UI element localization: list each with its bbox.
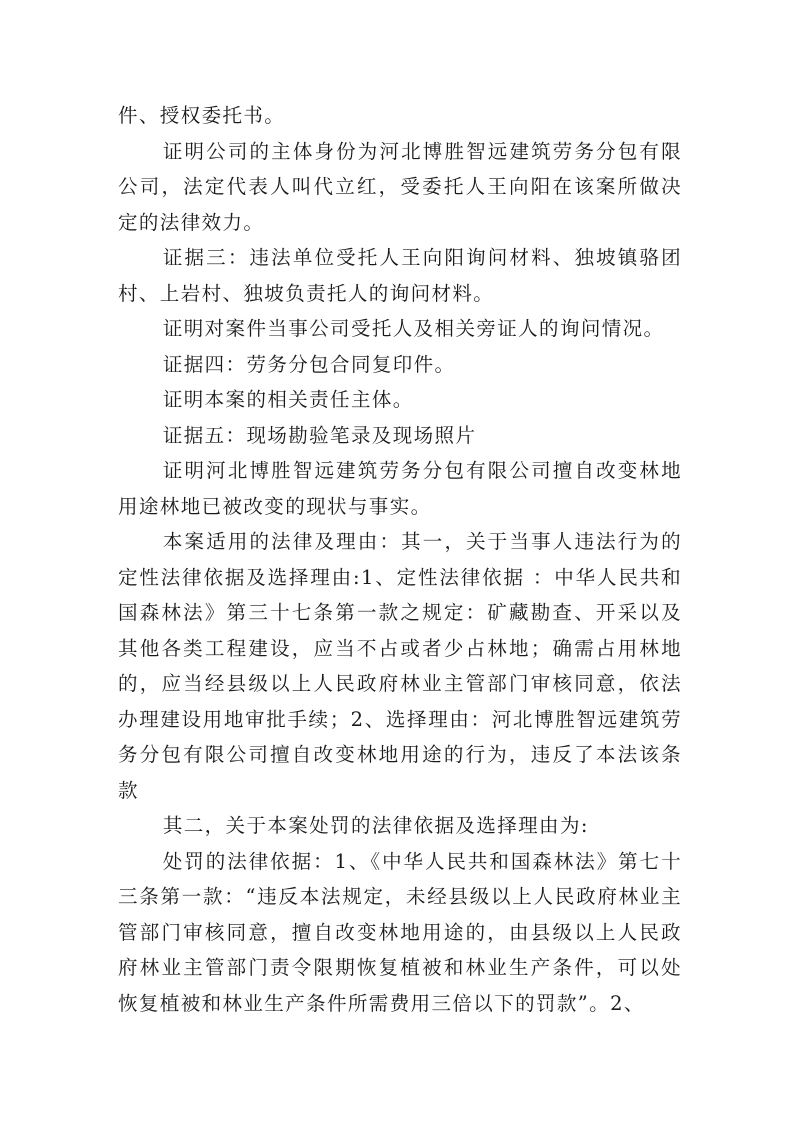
paragraph-3: 证据三：违法单位受托人王向阳询问材料、独坡镇骆团村、上岩村、独坡负责托人的询问材料。 [118, 246, 682, 305]
paragraph-10: 其二，关于本案处罚的法律依据及选择理由为: [162, 814, 589, 837]
paragraph-4: 证明对案件当事公司受托人及相关旁证人的询问情况。 [162, 317, 665, 340]
paragraph-5: 证据四：劳务分包合同复印件。 [162, 352, 456, 376]
paragraph-2: 证明公司的主体身份为河北博胜智远建筑劳务分包有限公司，法定代表人叫代立红，受委托人王向阳在该案所做决定的法律效力。 [118, 139, 682, 234]
paragraph-11: 处罚的法律依据：1、《中华人民共和国森林法》第七十三条第一款：“违反本法规定，未经县级以上人民政府林业主管部门审核同意，擅自改变林地用途的，由县级以上人民政府林业主管部门责令限期恢复植被和林业生产条件，可以处恢复植被和林业生产条件所需费用三倍以下的罚款”。2、 [118, 849, 682, 1015]
paragraph-9: 本案适用的法律及理由：其一，关于当事人违法行为的定性法律依据及选择理由:1、定性法律依据 ：中华人民共和国森林法》第三十七条第一款之规定：矿藏勘查、开采以及其他各类工程建设，应当不占或者少占林地；确需占用林地的，应当经县级以上人民政府林业主管部门审核同意，依法办理建设用地审批手续；2、选择理由：河北博胜智远建筑劳务分包有限公司擅自改变林地用途的行为，违反了本法该条款 [118, 530, 682, 802]
paragraph-7: 证据五：现场勘验笔录及现场照片 [162, 423, 477, 447]
paragraph-8: 证明河北博胜智远建筑劳务分包有限公司擅自改变林地用途林地已被改变的现状与事实。 [118, 459, 682, 518]
paragraph-6: 证明本案的相关责任主体。 [162, 388, 414, 411]
paragraph-1: 件、授权委托书。 [118, 104, 286, 127]
document-body [118, 98, 682, 1021]
